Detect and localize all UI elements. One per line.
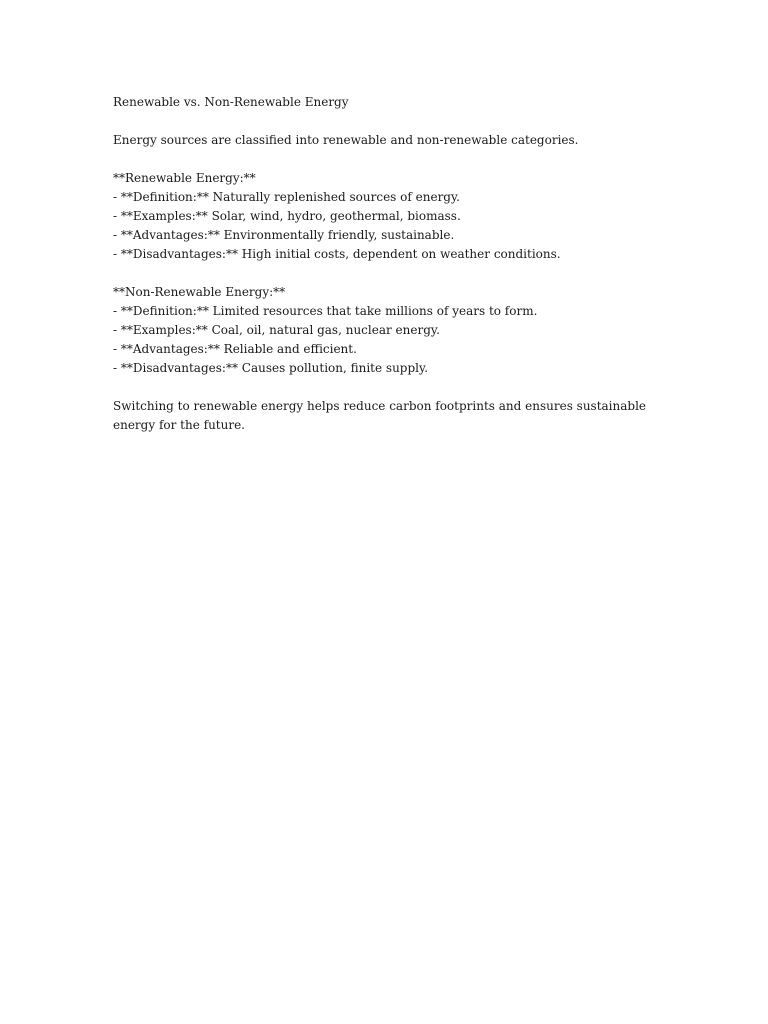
non-renewable-examples: - **Examples:** Coal, oil, natural gas, nuclear energy.	[113, 323, 440, 337]
renewable-examples: - **Examples:** Solar, wind, hydro, geothermal, biomass.	[113, 209, 461, 223]
non-renewable-definition: - **Definition:** Limited resources that take millions of years to form.	[113, 304, 538, 318]
renewable-heading: **Renewable Energy:**	[113, 171, 256, 185]
spacer	[113, 378, 653, 397]
non-renewable-heading: **Non-Renewable Energy:**	[113, 285, 286, 299]
non-renewable-disadvantages: - **Disadvantages:** Causes pollution, finite supply.	[113, 361, 429, 375]
document-title: Renewable vs. Non-Renewable Energy	[113, 95, 349, 109]
conclusion-line-1: Switching to renewable energy helps reduce carbon footprints and ensures sustainable	[113, 399, 647, 413]
renewable-advantages: - **Advantages:** Environmentally friendly, sustainable.	[113, 228, 455, 242]
spacer	[113, 112, 653, 131]
spacer	[113, 264, 653, 283]
renewable-definition: - **Definition:** Naturally replenished sources of energy.	[113, 190, 460, 204]
intro-paragraph: Energy sources are classified into renewable and non-renewable categories.	[113, 133, 579, 147]
renewable-disadvantages: - **Disadvantages:** High initial costs, dependent on weather conditions.	[113, 247, 561, 261]
spacer	[113, 150, 653, 169]
non-renewable-advantages: - **Advantages:** Reliable and efficient.	[113, 342, 357, 356]
conclusion-line-2: energy for the future.	[113, 418, 245, 432]
document-body	[113, 93, 653, 435]
